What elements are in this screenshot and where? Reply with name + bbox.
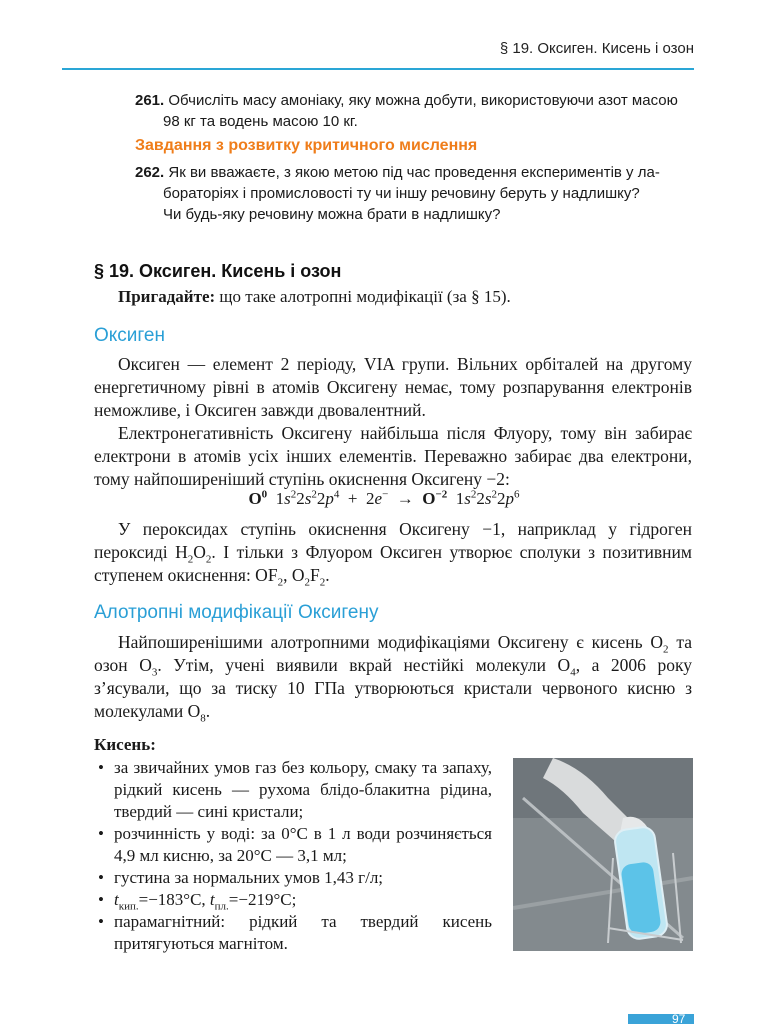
liquid-oxygen-photo [513,758,693,951]
electron-configuration-formula: $O^0$ $1s^22s^22p^4 + 2e^- \to O^{-2}$ $1s^22s^22p^6$ [248,488,520,508]
task-text-line2: 98 кг та водень масою 10 кг. [163,113,358,130]
task-text-line1: Як ви вважаєте, з якою метою під час проведення експериментів у ла- [168,164,660,181]
recall-text: що таке алотропні модифікації (за § 15). [215,287,511,306]
list-item: • за звичайних умов газ без кольору, смаку та запаху, рідкий кисень — рухома блідо-блакитна рідина, твердий — сині кристали; [94,757,492,823]
task-text-line1: Обчисліть масу амоніаку, яку можна добути, використовуючи азот масою [168,92,678,109]
recall-label: Пригадайте: [118,287,216,306]
allotropes-paragraph: Найпоширенішими алотропними модифікаціями Оксигену є кисень $O_2$ та озон $O_3$. Утім, учені виявили вкрай нестійкі молекули $O_4$, а 2006 року з’ясували, що за тиску 10 ГПа утворюються кристали червоного кисню з молекулами $O_8$. [94,632,692,725]
list-item: • розчинність у воді: за 0°C в 1 л води розчиняється 4,9 мл кисню, за 20°C — 3,1 мл; [94,823,492,867]
oxygen-paragraph-1: Оксиген — елемент 2 періоду, VIA групи. Вільних орбіталей на другому енергетичному рівні в атомів Оксигену немає, тому розпарування електронів неможливе, і Оксиген завжди двовалентний. [94,354,692,420]
kysen-heading: Кисень: [94,735,156,754]
section-title: § 19. Оксиген. Кисень і озон [94,261,342,281]
kysen-properties-list [94,757,492,955]
oxygen-heading: Оксиген [94,325,165,346]
page-number: 97 [672,1012,686,1026]
task-number: 262. [135,164,165,181]
task-262 [135,162,695,225]
task-text-line3: Чи будь-яку речовину можна брати в надлишку? [163,206,501,223]
task-text-line2: бораторіях і промисловості ту чи іншу речовину беруть у надлишку? [163,185,640,202]
oxygen-paragraph-3: У пероксидах ступінь окиснення Оксигену −1, наприклад у гідроген пероксиді $H_2O_2$. І тільки з Флуором Оксиген утворює сполуки з позитивним ступенем окиснення: $OF_2$, $O_2F_2$. [94,519,692,589]
list-item: • густина за нормальних умов 1,43 г/л; [94,867,492,889]
oxygen-paragraph-2: Електронегативність Оксигену найбільша після Флуору, тому він забирає електрони в атомів усіх інших елементів. Переважно забирає два електрони, тому найпоширеніший ступінь окиснення Оксигену −2: [94,423,692,489]
task-number: 261. [135,92,165,109]
running-header: § 19. Оксиген. Кисень і озон [499,40,694,57]
list-item: • парамагнітний: рідкий та твердий кисень притягуються магнітом. [94,911,492,955]
critical-thinking-heading: Завдання з розвитку критичного мислення [135,137,478,154]
header-rule [62,68,694,70]
recall-line [118,287,511,307]
allotropes-heading: Алотропні модифікації Оксигену [94,602,379,623]
list-item: • $t_{кип.}=-183^\circ C$, $t_{пл.}=-219^\circ C$; [94,889,492,911]
task-261 [135,90,695,132]
